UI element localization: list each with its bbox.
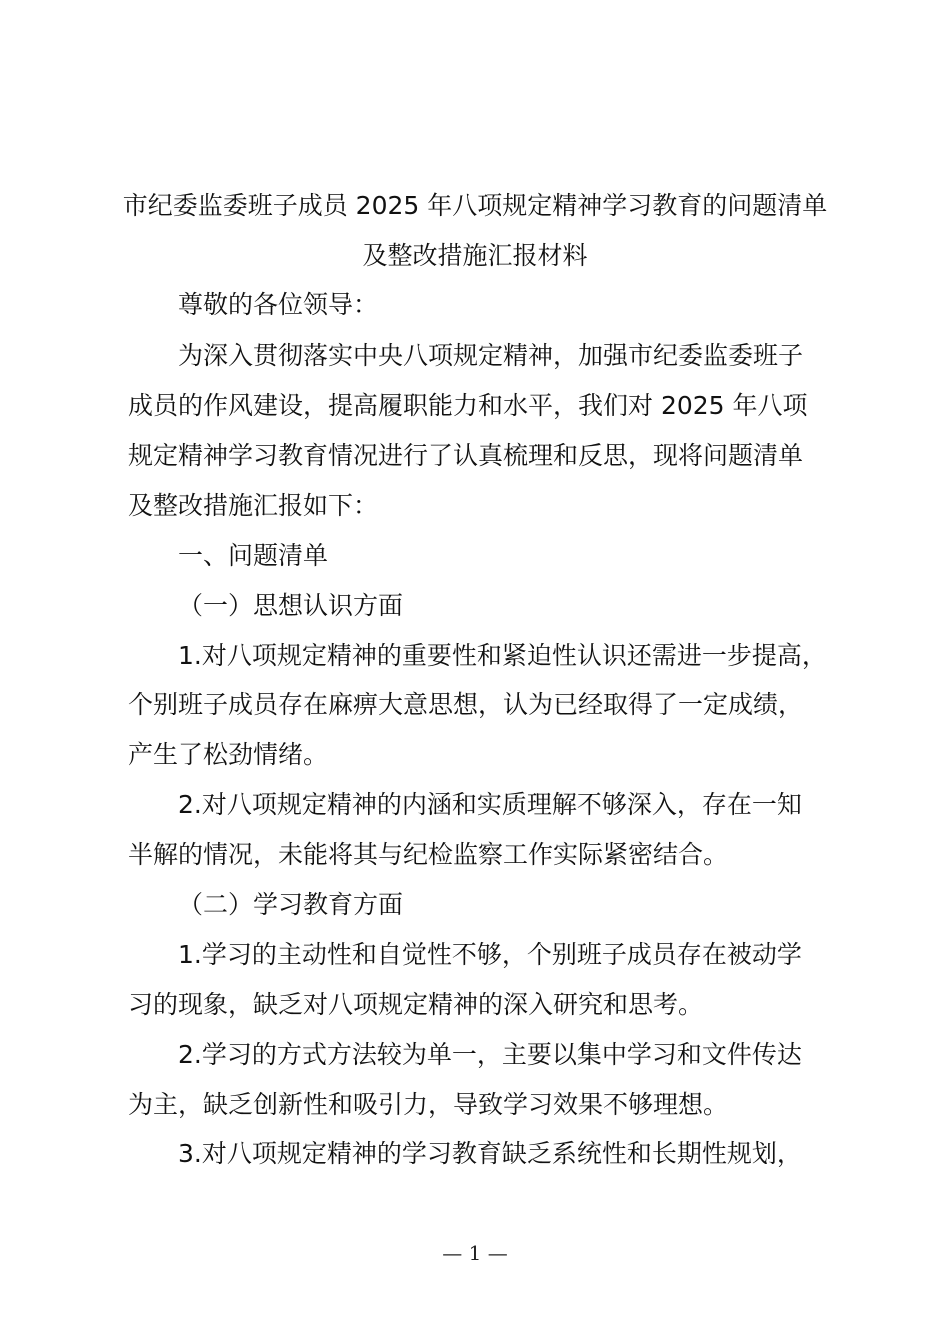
section-heading: 一、问题清单 (178, 541, 329, 570)
list-item-line: 习的现象，缺乏对八项规定精神的深入研究和思考。 (128, 990, 704, 1019)
list-item-line: 个别班子成员存在麻痹大意思想，认为已经取得了一定成绩， (128, 690, 804, 719)
document-title-line-1: 市纪委监委班子成员 2025 年八项规定精神学习教育的问题清单 (122, 191, 828, 220)
intro-line: 及整改措施汇报如下： (128, 491, 379, 520)
page-number: — 1 — (442, 1241, 508, 1265)
document-title-line-2: 及整改措施汇报材料 (362, 241, 588, 270)
intro-line: 为深入贯彻落实中央八项规定精神，加强市纪委监委班子 (178, 341, 804, 370)
list-item-line: 1.学习的主动性和自觉性不够，个别班子成员存在被动学 (178, 940, 802, 969)
subsection-heading: （二）学习教育方面 (178, 890, 404, 919)
list-item-line: 产生了松劲情绪。 (128, 740, 329, 769)
list-item-line: 为主，缺乏创新性和吸引力，导致学习效果不够理想。 (128, 1090, 729, 1119)
salutation: 尊敬的各位领导： (178, 290, 379, 319)
list-item-line: 半解的情况，未能将其与纪检监察工作实际紧密结合。 (128, 840, 729, 869)
list-item-line: 3.对八项规定精神的学习教育缺乏系统性和长期性规划， (178, 1139, 802, 1168)
list-item-line: 2.对八项规定精神的内涵和实质理解不够深入，存在一知 (178, 790, 802, 819)
subsection-heading: （一）思想认识方面 (178, 591, 404, 620)
intro-line: 规定精神学习教育情况进行了认真梳理和反思，现将问题清单 (128, 441, 804, 470)
list-item-line: 1.对八项规定精神的重要性和紧迫性认识还需进一步提高， (178, 641, 827, 670)
intro-line: 成员的作风建设，提高履职能力和水平，我们对 2025 年八项 (128, 391, 808, 420)
list-item-line: 2.学习的方式方法较为单一，主要以集中学习和文件传达 (178, 1040, 802, 1069)
